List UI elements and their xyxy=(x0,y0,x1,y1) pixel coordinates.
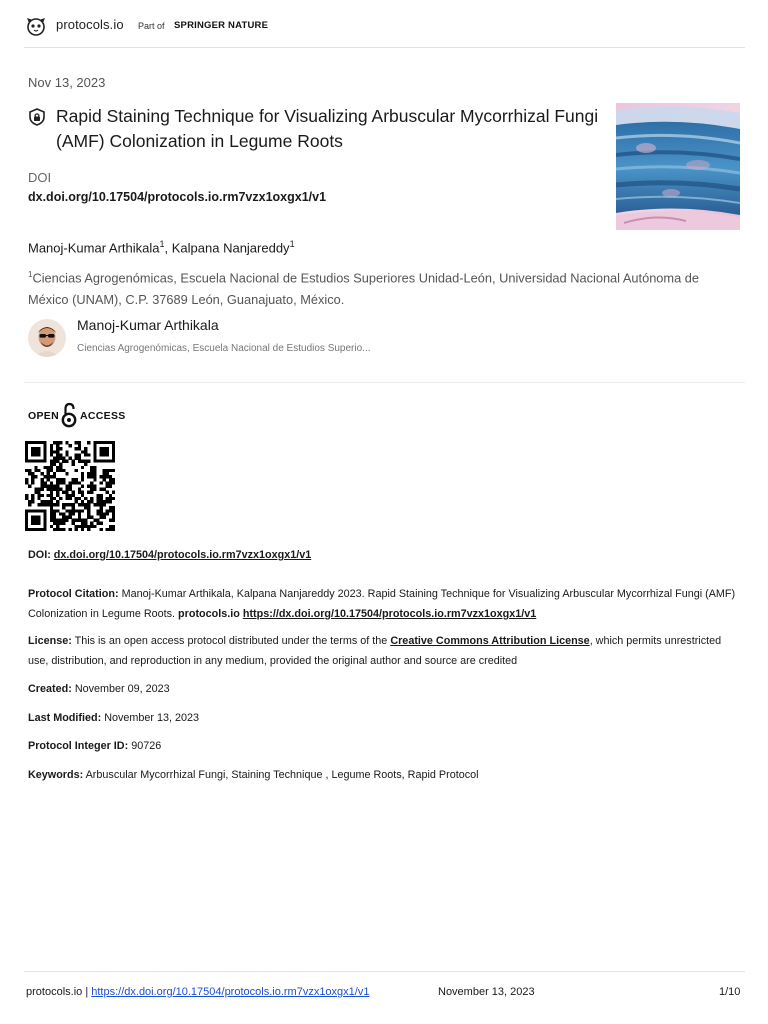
root-stain-microscopy-image xyxy=(616,103,740,230)
author-card-name[interactable]: Manoj-Kumar Arthikala xyxy=(77,317,219,333)
author-separator: , xyxy=(164,240,172,256)
footer-source xyxy=(26,986,369,998)
created-value: November 09, 2023 xyxy=(74,683,170,695)
last-modified-label: Last Modified: xyxy=(28,712,102,724)
publisher-logo[interactable]: SPRINGER NATURE xyxy=(174,20,269,31)
protocol-id-value: 90726 xyxy=(131,740,162,752)
protocol-citation xyxy=(28,584,740,624)
header-divider xyxy=(24,47,745,48)
created-label: Created: xyxy=(28,683,72,695)
license xyxy=(28,631,740,671)
shield-lock-icon xyxy=(28,108,46,126)
license-text-continued: , which permits unrestricted use, distribution, and reproduction in any medium, provided the original author and source are credited xyxy=(28,635,722,667)
created-date xyxy=(28,679,170,699)
last-modified-value: November 13, 2023 xyxy=(104,712,200,724)
part-of-label: Part of xyxy=(138,21,165,31)
page-number: 1/10 xyxy=(719,986,741,998)
citation-label: Protocol Citation: xyxy=(28,588,119,600)
author-affiliation-mark: 1 xyxy=(159,239,165,249)
license-text: This is an open access protocol distributed under the terms of the xyxy=(74,635,388,647)
publication-date: Nov 13, 2023 xyxy=(28,75,106,90)
affiliation-text: Ciencias Agrogenómicas, Escuela Nacional de Estudios Superiores Unidad-León, Universidad Nacional Autónoma de México (UNAM), C.P. 37689 León, Guanajuato, México. xyxy=(28,270,699,308)
author-name[interactable]: Kalpana Nanjareddy xyxy=(171,240,290,256)
open-access-word-access: ACCESS xyxy=(80,410,126,422)
footer-separator: | xyxy=(85,986,89,998)
affiliation-mark: 1 xyxy=(28,270,33,279)
doi-line xyxy=(28,545,311,565)
protocol-id-label: Protocol Integer ID: xyxy=(28,740,129,752)
citation-source: protocols.io xyxy=(178,608,240,620)
protocol-integer-id xyxy=(28,736,161,756)
open-access-lock-icon xyxy=(61,402,77,428)
footer-divider xyxy=(24,971,745,972)
doi-value[interactable]: dx.doi.org/10.17504/protocols.io.rm7vzx1oxgx1/v1 xyxy=(28,190,327,204)
keywords-value: Arbuscular Mycorrhizal Fungi, Staining Technique , Legume Roots, Rapid Protocol xyxy=(85,769,479,781)
author-name[interactable]: Manoj-Kumar Arthikala xyxy=(28,240,160,256)
citation-link[interactable]: https://dx.doi.org/10.17504/protocols.io.rm7vzx1oxgx1/v1 xyxy=(242,608,537,620)
author-card-affiliation: Ciencias Agrogenómicas, Escuela Nacional de Estudios Superio... xyxy=(77,343,371,354)
doi-link[interactable]: dx.doi.org/10.17504/protocols.io.rm7vzx1oxgx1/v1 xyxy=(53,549,312,561)
footer-site: protocols.io xyxy=(26,986,83,998)
footer-date: November 13, 2023 xyxy=(438,986,535,998)
open-access-word-open: OPEN xyxy=(28,410,59,422)
section-divider xyxy=(24,382,745,383)
license-label: License: xyxy=(28,635,72,647)
protocols-logo-icon[interactable] xyxy=(25,15,47,37)
footer-doi-link[interactable]: https://dx.doi.org/10.17504/protocols.io.rm7vzx1oxgx1/v1 xyxy=(91,986,370,998)
citation-text: Manoj-Kumar Arthikala, Kalpana Nanjareddy 2023. Rapid Staining Technique for Visualizing Arbuscular Mycorrhizal Fungi (AMF) Colonization in Legume Roots. xyxy=(28,588,736,620)
avatar[interactable] xyxy=(28,319,66,357)
author-affiliation-mark: 1 xyxy=(289,239,295,249)
author-list xyxy=(28,239,295,255)
brand-name[interactable]: protocols.io xyxy=(56,17,124,32)
keywords xyxy=(28,765,479,785)
doi-label: DOI xyxy=(28,170,52,185)
keywords-label: Keywords: xyxy=(28,769,84,781)
qr-code xyxy=(25,441,115,531)
license-link[interactable]: Creative Commons Attribution License xyxy=(390,635,590,647)
last-modified-date xyxy=(28,708,199,728)
doi-line-label: DOI: xyxy=(28,549,51,561)
affiliation xyxy=(28,264,743,311)
protocol-title: Rapid Staining Technique for Visualizing Arbuscular Mycorrhizal Fungi (AMF) Colonization in Legume Roots xyxy=(56,106,599,151)
